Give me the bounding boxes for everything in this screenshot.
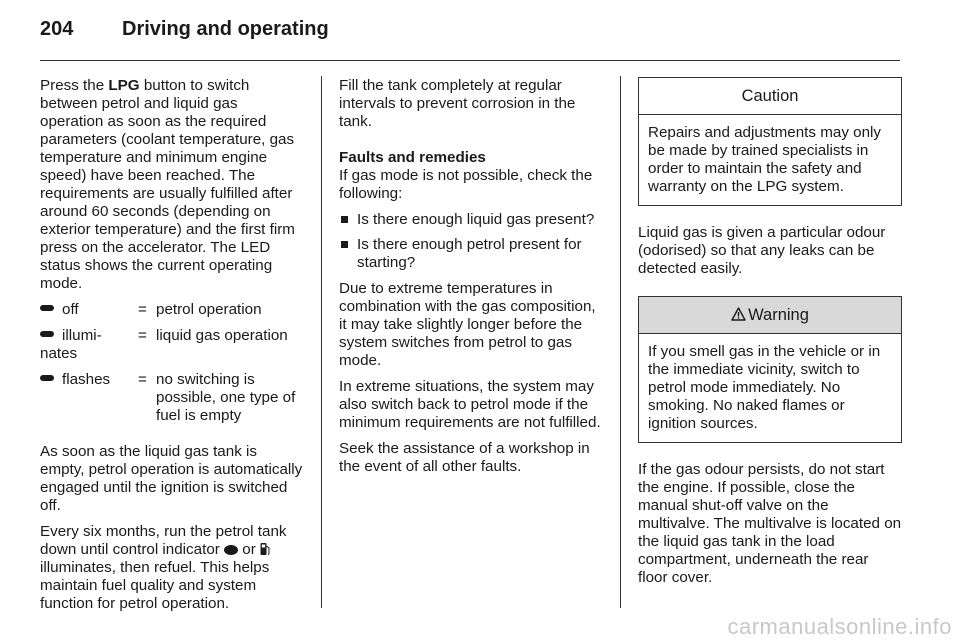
warning-header (639, 297, 901, 334)
caution-title: Caution (639, 78, 901, 115)
column-divider-2 (620, 76, 621, 608)
workshop-paragraph: Seek the assistance of a workshop in the event of all other faults. (339, 440, 590, 475)
led-indicator-icon (40, 305, 54, 311)
column-3 (638, 77, 902, 595)
extreme-temp-paragraph: Due to extreme temperatures in combination with the gas composition, it may take slightly longer before the system switches from petrol to gas mode. (339, 280, 596, 369)
lpg-button-paragraph: Press the LPG button to switch between petrol and liquid gas operation as soon as the required parameters (coolant temperature, gas temperature and minimum engine speed) have been reached. The requirements are usually fulfilled after around 60 seconds (depending on exterior temperature) and the first firm press on the accelerator. The LED status shows the current operating mode. (40, 77, 295, 292)
warning-box (638, 296, 902, 443)
odour-paragraph: Liquid gas is given a particular odour (odorised) so that any leaks can be detected easily. (638, 224, 886, 277)
fill-tank-paragraph: Fill the tank completely at regular intervals to prevent corrosion in the tank. (339, 77, 576, 130)
faults-checklist (339, 211, 605, 272)
extreme-situation-paragraph: In extreme situations, the system may also switch back to petrol mode if the minimum requirements are not fulfilled. (339, 378, 601, 431)
caution-body: Repairs and adjustments may only be made by trained specialists in order to maintain the safety and warranty on the LPG system. (648, 124, 881, 195)
page-number: 204 (40, 18, 74, 40)
faults-intro-paragraph: If gas mode is not possible, check the following: (339, 167, 593, 202)
led-indicator-icon (40, 331, 54, 337)
empty-tank-paragraph: As soon as the liquid gas tank is empty, petrol operation is automatically engaged until the ignition is switched off. (40, 443, 303, 514)
lpg-button-label: LPG (108, 77, 140, 94)
warning-triangle-icon (731, 307, 746, 321)
page-title: Driving and operating (122, 18, 329, 40)
fuel-pump-icon (260, 542, 270, 556)
caution-box (638, 77, 902, 206)
list-item: Is there enough liquid gas present? (339, 211, 605, 229)
led-status-table (40, 301, 304, 425)
warning-body: If you smell gas in the vehicle or in the immediate vicinity, switch to petrol mode immediately. No smoking. No naked flames or ignition sources. (648, 343, 881, 432)
bullet-square-icon (341, 216, 348, 223)
bullet-square-icon (341, 241, 348, 248)
warning-title: Warning (748, 306, 809, 324)
header-rule (40, 60, 900, 61)
column-1 (40, 77, 304, 621)
status-row: flashes = no switching is possible, one type of fuel is empty (40, 371, 304, 425)
column-2 (339, 77, 605, 484)
led-indicator-icon (40, 375, 54, 381)
watermark: carmanualsonline.info (727, 614, 952, 639)
control-indicator-icon (224, 545, 238, 555)
status-row: off = petrol operation (40, 301, 304, 319)
gas-odour-paragraph: If the gas odour persists, do not start the engine. If possible, close the manual shut-off valve on the multivalve. The multivalve is located on the liquid gas tank in the load compartment, underneath the rear floor cover. (638, 461, 902, 586)
column-divider-1 (321, 76, 322, 608)
faults-heading: Faults and remedies (339, 149, 486, 166)
six-months-paragraph: Every six months, run the petrol tank down until control indicator or illuminates, then refuel. This helps maintain fuel quality and system function for petrol operation. (40, 523, 287, 612)
list-item: Is there enough petrol present for starting? (339, 236, 605, 272)
status-row: illumi-nates = liquid gas operation (40, 327, 288, 362)
